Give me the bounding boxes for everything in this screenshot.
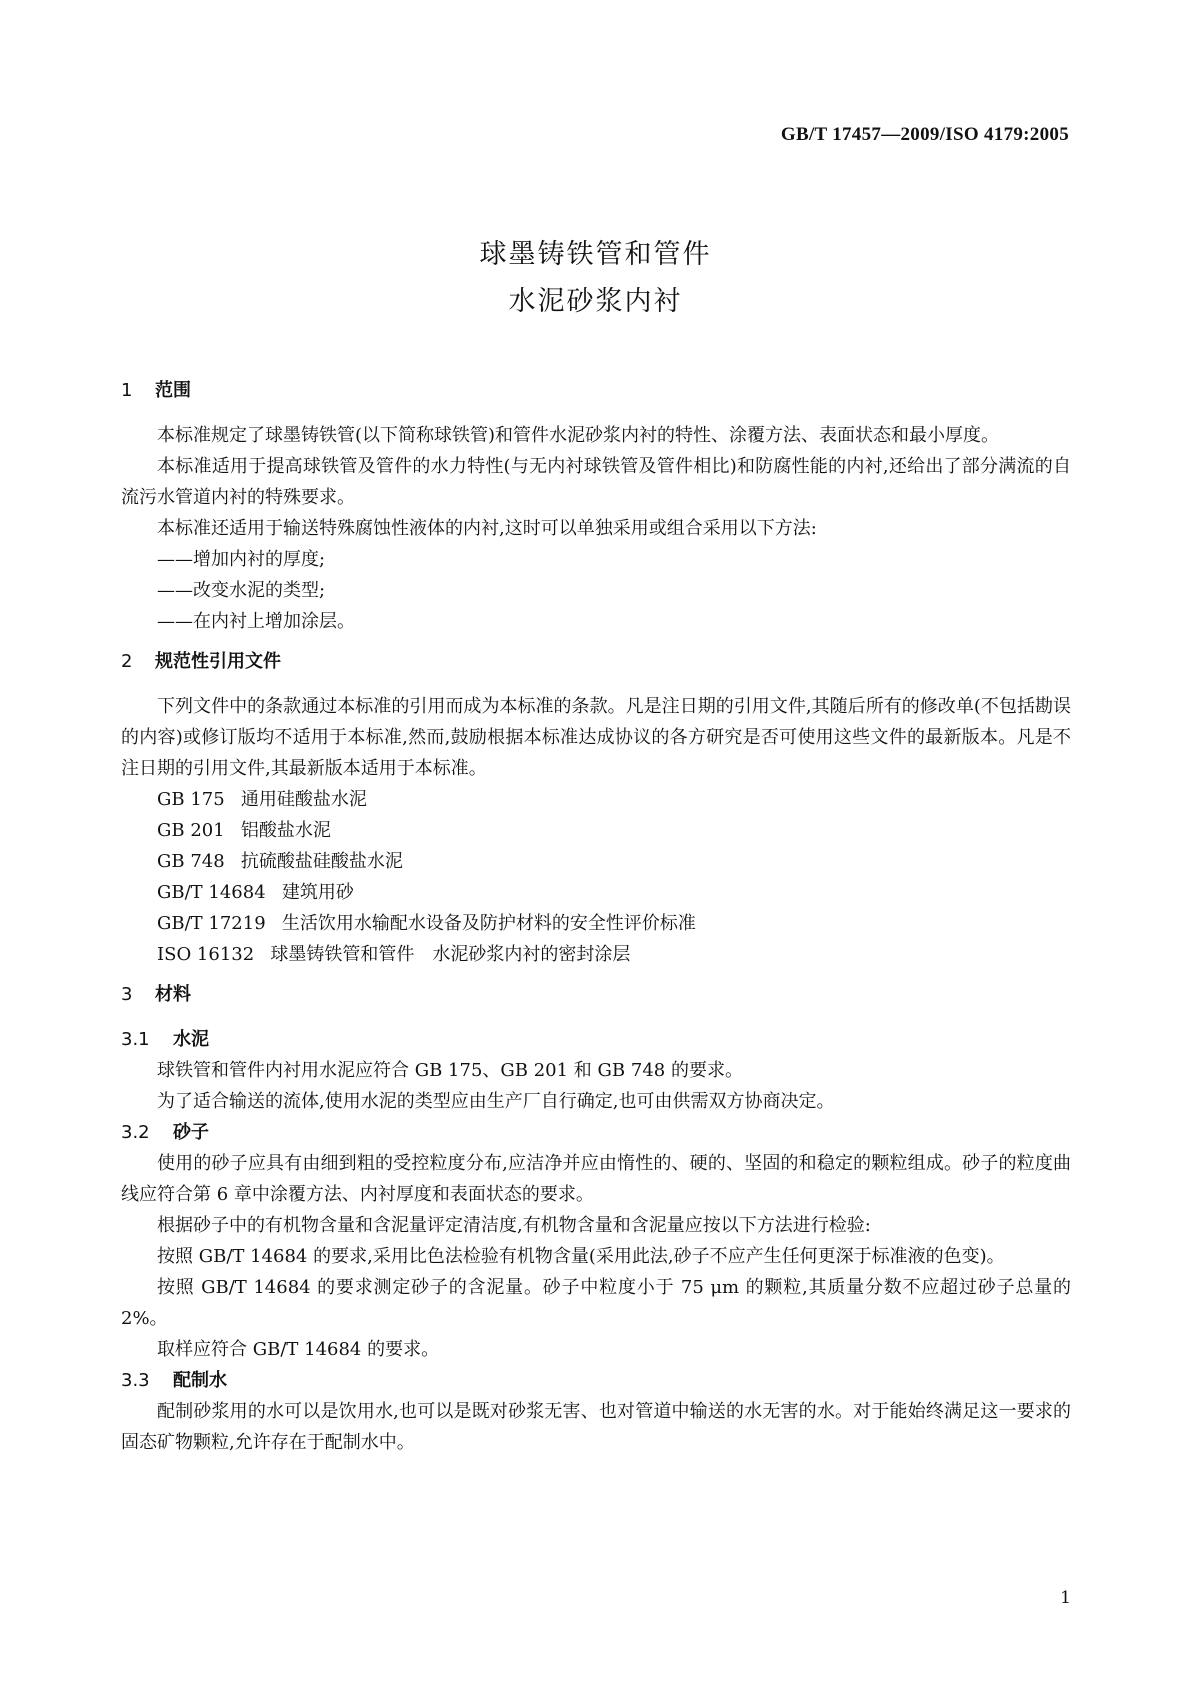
reference-item (121, 877, 1071, 908)
reference-code: ISO 16132 (157, 944, 255, 965)
paragraph: 按照 GB/T 14684 的要求,采用比色法检验有机物含量(采用此法,砂子不应产生任何更深于标准液的色变)。 (157, 1246, 1005, 1267)
reference-code: GB/T 17219 (157, 913, 266, 934)
list-item: ——改变水泥的类型; (157, 580, 326, 601)
reference-title: 球墨铸铁管和管件 水泥砂浆内衬的密封涂层 (270, 944, 631, 965)
subsection-number: 3.3 (121, 1370, 150, 1391)
paragraph: 下列文件中的条款通过本标准的引用而成为本标准的条款。凡是注日期的引用文件,其随后所有的修改单(不包括勘误的内容)或修订版均不适用于本标准,然而,鼓励根据本标准达成协议的各方研究是否可使用这些文件的最新版本。凡是不注日期的引用文件,其最新版本适用于本标准。 (121, 696, 1071, 779)
section-number: 3 (121, 984, 133, 1005)
paragraph: 取样应符合 GB/T 14684 的要求。 (157, 1339, 440, 1360)
standard-code: GB/T 17457—2009/ISO 4179:2005 (780, 124, 1069, 145)
section-number: 1 (121, 380, 133, 401)
section-title: 材料 (155, 984, 191, 1005)
subsection-heading-mixing-water (121, 1365, 1071, 1396)
page-number: 1 (1060, 1588, 1071, 1608)
subsection-heading-cement (121, 1024, 1071, 1055)
section-heading-normative-references (121, 647, 1071, 677)
reference-code: GB 748 (157, 851, 225, 872)
reference-code: GB 175 (157, 789, 225, 810)
document-subtitle: 水泥砂浆内衬 (508, 286, 683, 317)
reference-title: 通用硅酸盐水泥 (240, 789, 367, 810)
reference-item (121, 784, 1071, 815)
reference-title: 抗硫酸盐硅酸盐水泥 (240, 851, 403, 872)
document-body (121, 376, 1071, 1458)
reference-item (121, 908, 1071, 939)
subsection-number: 3.2 (121, 1122, 150, 1143)
list-item: ——增加内衬的厚度; (157, 549, 326, 570)
reference-code: GB 201 (157, 820, 225, 841)
paragraph: 本标准还适用于输送特殊腐蚀性液体的内衬,这时可以单独采用或组合采用以下方法: (157, 518, 817, 539)
paragraph: 球铁管和管件内衬用水泥应符合 GB 175、GB 201 和 GB 748 的要求。 (157, 1060, 743, 1081)
reference-item (121, 846, 1071, 877)
reference-code: GB/T 14684 (157, 882, 266, 903)
subsection-title: 配制水 (173, 1370, 227, 1391)
paragraph: 为了适合输送的流体,使用水泥的类型应由生产厂自行确定,也可由供需双方协商决定。 (157, 1091, 835, 1112)
paragraph: 使用的砂子应具有由细到粗的受控粒度分布,应洁净并应由惰性的、硬的、坚固的和稳定的颗粒组成。砂子的粒度曲线应符合第 6 章中涂覆方法、内衬厚度和表面状态的要求。 (121, 1153, 1071, 1205)
subsection-title: 水泥 (173, 1029, 209, 1050)
subsection-number: 3.1 (121, 1029, 150, 1050)
reference-title: 铝酸盐水泥 (240, 820, 331, 841)
reference-item (121, 939, 1071, 970)
subsection-heading-sand (121, 1117, 1071, 1148)
paragraph: 本标准规定了球墨铸铁管(以下简称球铁管)和管件水泥砂浆内衬的特性、涂覆方法、表面状态和最小厚度。 (157, 425, 1000, 446)
paragraph: 配制砂浆用的水可以是饮用水,也可以是既对砂浆无害、也对管道中输送的水无害的水。对于能始终满足这一要求的固态矿物颗粒,允许存在于配制水中。 (121, 1401, 1071, 1453)
reference-title: 生活饮用水输配水设备及防护材料的安全性评价标准 (281, 913, 696, 934)
paragraph: 本标准适用于提高球铁管及管件的水力特性(与无内衬球铁管及管件相比)和防腐性能的内衬,还给出了部分满流的自流污水管道内衬的特殊要求。 (121, 456, 1071, 508)
section-number: 2 (121, 651, 133, 672)
reference-item (121, 815, 1071, 846)
document-title: 球墨铸铁管和管件 (479, 239, 712, 270)
subsection-title: 砂子 (173, 1122, 209, 1143)
paragraph: 根据砂子中的有机物含量和含泥量评定清洁度,有机物含量和含泥量应按以下方法进行检验: (157, 1215, 871, 1236)
paragraph: 按照 GB/T 14684 的要求测定砂子的含泥量。砂子中粒度小于 75 μm 的颗粒,其质量分数不应超过砂子总量的 2%。 (121, 1277, 1071, 1329)
reference-title: 建筑用砂 (281, 882, 354, 903)
list-item: ——在内衬上增加涂层。 (157, 611, 355, 632)
section-title: 范围 (155, 380, 191, 401)
section-heading-scope (121, 376, 1071, 406)
section-heading-materials (121, 980, 1071, 1010)
section-title: 规范性引用文件 (155, 651, 281, 672)
